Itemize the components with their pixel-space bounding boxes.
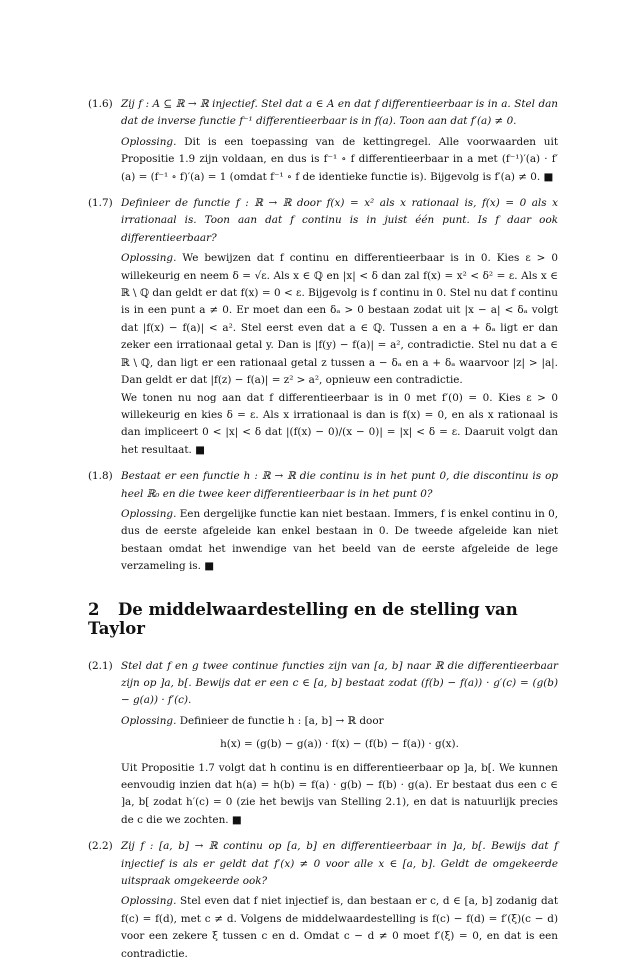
exercise-1-7	[88, 195, 558, 459]
content	[88, 96, 558, 972]
exercise-statement: Zij f : A ⊆ ℝ → ℝ injectief. Stel dat a ∈ A en dat f differentieerbaar is in a. Stel dan dat de inverse functie f⁻¹ differentieerbaar is in f(a). Toon aan dat f′(a) ≠ 0.	[121, 98, 558, 128]
solution-paragraph	[121, 506, 558, 576]
exercise-number: (1.7)	[88, 197, 113, 210]
solution-paragraph	[121, 250, 558, 389]
exercise-number: (2.1)	[88, 659, 113, 672]
exercise-statement: Zij f : [a, b] → ℝ continu op [a, b] en differentieerbaar in ]a, b[. Bewijs dat f injectief is als er geldt dat f′(x) ≠ 0 voor alle x ∈ [a, b]. Geldt de omgekeerde uitspraak omgekeerde ook?	[121, 840, 558, 888]
solution-text: We bewijzen dat f continu en differentieerbaar is in 0. Kies ε > 0 willekeurig en neem δ = √ε. Als x ∈ ℚ en |x| < δ dan zal f(x) = x² < δ² = ε. Als x ∈ ℝ \ ℚ dan geldt er dat f(x) = 0 < ε. Bijgevolg is f continu in 0. Stel nu dat f continu is in een punt a ≠ 0. Er moet dan een δₐ > 0 bestaan zodat uit |x − a| < δₐ volgt dat |f(x) − f(a)| < a². Stel eerst even dat a ∈ ℚ. Tussen a en a + δₐ ligt er dan zeker een irrationaal getal y. Dan is |f(y) − f(a)| = a², contradictie. Stel nu dat a ∈ ℝ \ ℚ, dan ligt er een rationaal getal z tussen a − δₐ en a + δₐ waarvoor |z| > |a|. Dan geldt er dat |f(z) − f(a)| = z² > a², opnieuw een contradictie.	[121, 252, 558, 387]
solution-label: Oplossing.	[121, 895, 177, 908]
solution-text: Dit is een toepassing van de kettingregel. Alle voorwaarden uit Propositie 1.9 zijn voldaan, en dus is f⁻¹ ∘ f differentieerbaar in a met (f⁻¹)′(a) · f′(a) = (f⁻¹ ∘ f)′(a) = 1 (omdat f⁻¹ ∘ f de identieke functie is). Bijgevolg is f′(a) ≠ 0. ■	[121, 135, 558, 183]
exercise-1-6	[88, 96, 558, 186]
solution-label: Oplossing.	[121, 714, 177, 727]
exercise-number: (1.6)	[88, 98, 113, 110]
exercise-statement: Stel dat f en g twee continue functies zijn van [a, b] naar ℝ die differentieerbaar zijn op ]a, b[. Bewijs dat er een c ∈ [a, b] bestaat zodat (f(b) − f(a)) · g′(c) = (g(b) − g(a)) · f′(c).	[121, 659, 558, 707]
solution-text: Stel even dat f niet injectief is, dan bestaan er c, d ∈ [a, b] zodanig dat f(c) = f(d), met c ≠ d. Volgens de middelwaardestelling is f(c) − f(d) = f′(ξ)(c − d) voor een zekere ξ tussen c en d. Omdat c − d ≠ 0 moet f′(ξ) = 0, en dat is een contradictie.	[121, 895, 558, 960]
solution-label: Oplossing.	[121, 507, 177, 520]
exercise-statement: Bestaat er een functie h : ℝ → ℝ die continu is in het punt 0, die discontinu is op heel ℝ₀ en die twee keer differentieerbaar is in het punt 0?	[121, 470, 558, 500]
solution-label: Oplossing.	[121, 135, 177, 148]
exercise-number: (2.2)	[88, 840, 113, 853]
exercise-2-1	[88, 658, 558, 830]
display-equation: h(x) = (g(b) − g(a)) · f(x) − (f(b) − f(a)) · g(x).	[220, 738, 459, 751]
section-title: De middelwaardestelling en de stelling van Taylor	[88, 599, 518, 638]
solution-intro: Definieer de functie h : [a, b] → ℝ door	[179, 714, 384, 727]
solution-text: Een dergelijke functie kan niet bestaan. Immers, f is enkel continu in 0, dus de eerste afgeleide kan enkel bestaan in 0. De tweede afgeleide kan niet bestaan omdat het inwendige van het beeld van de eerste afgeleide de lege verzameling is. ■	[121, 507, 558, 573]
solution-paragraph-2: Uit Propositie 1.7 volgt dat h continu is en differentieerbaar op ]a, b[. We kunnen eenvoudig inzien dat h(a) = h(b) = f(a) · g(b) − f(b) · g(a). Er bestaat dus een c ∈ ]a, b[ zodat h′(c) = 0 (zie het bewijs van Stelling 2.1), en dat is natuurlijk precies de c die we zochten. ■	[121, 761, 558, 826]
exercise-2-2	[88, 838, 558, 963]
section-number: 2	[88, 599, 100, 619]
exercise-1-8	[88, 468, 558, 575]
solution-paragraph	[121, 893, 558, 963]
solution-label: Oplossing.	[121, 252, 177, 265]
solution-paragraph-2: We tonen nu nog aan dat f differentieerbaar is in 0 met f′(0) = 0. Kies ε > 0 willekeurig en kies δ = ε. Als x irrationaal is dan is f(x) = 0, en als x rationaal is dan impliceert 0 < |x| < δ dat |(f(x) − 0)/(x − 0)| = |x| < δ = ε. Daaruit volgt dan het resultaat. ■	[121, 391, 558, 456]
exercise-statement: Definieer de functie f : ℝ → ℝ door f(x) = x² als x rationaal is, f(x) = 0 als x irrationaal is. Toon aan dat f continu is in juist één punt. Is f daar ook differentieerbaar?	[121, 197, 558, 244]
solution-paragraph	[121, 134, 558, 186]
exercise-number: (1.8)	[88, 470, 113, 483]
section-heading	[88, 600, 558, 638]
solution-paragraph	[121, 713, 558, 730]
